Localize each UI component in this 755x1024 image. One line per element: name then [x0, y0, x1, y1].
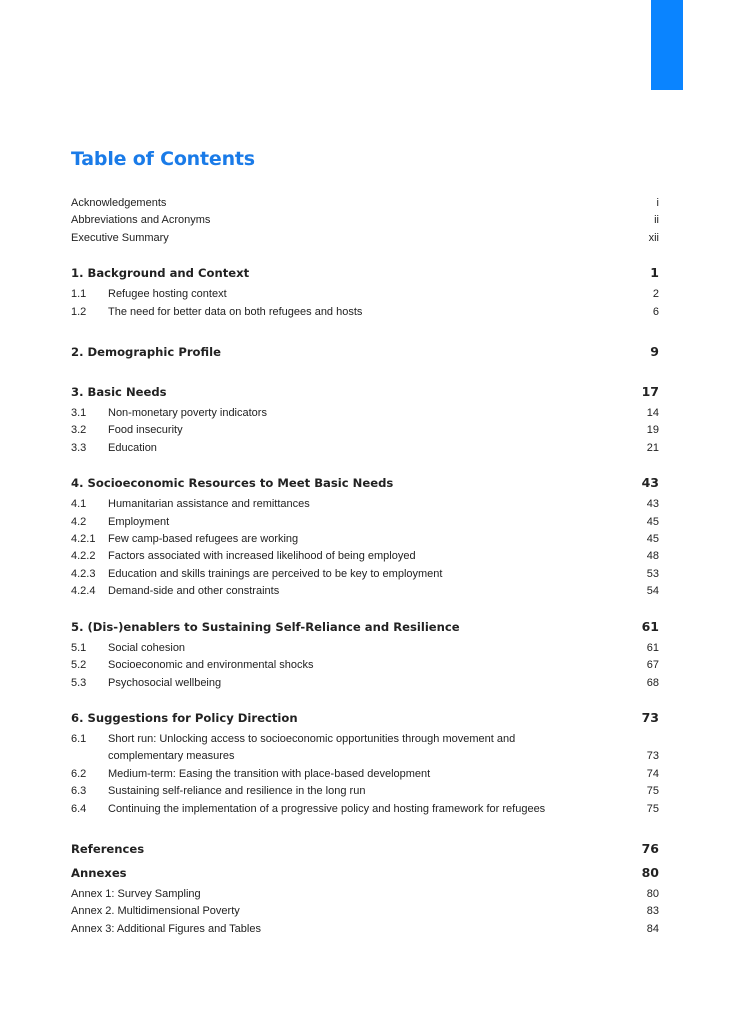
toc-entry[interactable]	[71, 675, 659, 692]
toc-entry-text: Annex 1: Survey Sampling	[71, 887, 201, 900]
toc-entry-text: Medium-term: Easing the transition with place-based development	[108, 767, 431, 780]
toc-section-6-heading[interactable]	[71, 709, 659, 727]
section-page: 17	[641, 384, 659, 400]
toc-entry-page: 61	[646, 641, 659, 654]
toc-entry-number: 6.2	[71, 767, 87, 780]
toc-entry-text: Psychosocial wellbeing	[108, 676, 222, 689]
section-title: 2. Demographic Profile	[71, 345, 221, 360]
section-page: 73	[641, 709, 659, 725]
toc-entry-page: 83	[646, 905, 659, 918]
toc-entry-page: ii	[654, 214, 659, 227]
toc-entry-number: 6.1	[71, 732, 87, 745]
toc-entry-text: Short run: Unlocking access to socioeconomic opportunities through movement and complementary measures	[108, 732, 516, 763]
toc-entry-text: Acknowledgements	[71, 197, 167, 209]
toc-entry[interactable]	[71, 514, 659, 531]
toc-entry-page: 68	[646, 676, 659, 689]
toc-entry-number: 3.2	[71, 424, 87, 437]
toc-entry-number: 4.1	[71, 498, 87, 511]
toc-entry-text: Annex 3: Additional Figures and Tables	[71, 922, 261, 935]
toc-entry[interactable]	[71, 531, 659, 548]
toc-section-3-heading[interactable]	[71, 383, 659, 401]
toc-entry-text: Factors associated with increased likelihood of being employed	[108, 550, 416, 563]
page-title: Table of Contents	[71, 148, 255, 170]
toc-entry-number: 4.2.1	[71, 533, 96, 546]
toc-entry-acknowledgements[interactable]	[71, 195, 659, 212]
toc-entry-text: Education and skills trainings are perceived to be key to employment	[108, 567, 443, 580]
section-title: Annexes	[71, 865, 127, 880]
toc-entry-number: 5.2	[71, 659, 87, 672]
section-title: 6. Suggestions for Policy Direction	[71, 710, 298, 725]
toc-entry-page: 2	[652, 288, 659, 301]
toc-entry[interactable]	[71, 548, 659, 565]
toc-entry-text: Executive Summary	[71, 231, 169, 244]
toc-entry[interactable]	[71, 801, 659, 818]
toc-entry-number: 6.4	[71, 802, 87, 815]
toc-entry[interactable]	[71, 766, 659, 783]
toc-entry-page: 75	[646, 802, 659, 815]
toc-entry-annex-2[interactable]	[71, 903, 659, 920]
toc-entry[interactable]	[71, 405, 659, 422]
section-page: 43	[641, 475, 659, 491]
toc-entry[interactable]	[71, 731, 659, 766]
toc-entry-page: 43	[646, 498, 659, 511]
toc-entry-page: i	[656, 197, 659, 209]
toc-entry-page: 73	[646, 750, 659, 763]
section-page: 1	[650, 265, 659, 281]
toc-entry-text: Socioeconomic and environmental shocks	[108, 659, 314, 672]
section-page: 76	[641, 840, 659, 856]
toc-entry[interactable]	[71, 583, 659, 600]
toc-references-heading[interactable]	[71, 840, 659, 858]
toc-entry-page: 6	[652, 305, 659, 318]
toc-entry-text: The need for better data on both refugees and hosts	[108, 305, 363, 318]
toc-section-2-heading[interactable]	[71, 343, 659, 361]
toc-entry-text: Few camp-based refugees are working	[108, 533, 299, 546]
toc-entry-page: 53	[646, 567, 659, 580]
section-page: 9	[650, 344, 659, 360]
toc-entry-page: 80	[646, 887, 659, 900]
toc-entry-page: 54	[646, 585, 659, 598]
section-title: 1. Background and Context	[71, 266, 250, 281]
section-page: 61	[641, 618, 659, 634]
toc-entry-executive-summary[interactable]	[71, 230, 659, 247]
table-of-contents	[71, 195, 659, 938]
toc-entry[interactable]	[71, 783, 659, 800]
toc-entry-number: 3.3	[71, 441, 87, 454]
toc-entry-page: 75	[646, 785, 659, 798]
toc-entry-text: Refugee hosting context	[108, 288, 227, 301]
toc-entry-text: Continuing the implementation of a progressive policy and hosting framework for refugees	[108, 802, 546, 815]
toc-entry-abbreviations[interactable]	[71, 212, 659, 229]
toc-entry-page: 19	[646, 424, 659, 437]
blue-corner-tab	[651, 0, 683, 90]
toc-entry[interactable]	[71, 286, 659, 303]
toc-entry-number: 4.2.2	[71, 550, 96, 563]
toc-entry[interactable]	[71, 640, 659, 657]
toc-entry-number: 3.1	[71, 407, 87, 420]
toc-entry-number: 4.2.4	[71, 585, 96, 598]
toc-entry-text: Demand-side and other constraints	[108, 585, 280, 598]
toc-entry-number: 1.1	[71, 288, 87, 301]
toc-entry-text: Non-monetary poverty indicators	[108, 407, 267, 420]
toc-section-1-heading[interactable]	[71, 264, 659, 282]
section-page: 80	[641, 864, 659, 880]
toc-entry[interactable]	[71, 566, 659, 583]
toc-entry[interactable]	[71, 496, 659, 513]
toc-entry-page: 45	[646, 533, 659, 546]
toc-entry-number: 4.2	[71, 515, 87, 528]
section-title: References	[71, 841, 145, 856]
toc-entry-annex-1[interactable]	[71, 886, 659, 903]
toc-entry-page: 74	[646, 767, 659, 780]
toc-entry-text: Food insecurity	[108, 424, 183, 437]
toc-entry[interactable]	[71, 422, 659, 439]
toc-entry[interactable]	[71, 440, 659, 457]
toc-entry-page: 21	[646, 441, 659, 454]
toc-entry-number: 4.2.3	[71, 567, 96, 580]
toc-annexes-heading[interactable]	[71, 864, 659, 882]
section-title: 4. Socioeconomic Resources to Meet Basic Needs	[71, 476, 394, 491]
toc-entry-page: 45	[646, 515, 659, 528]
toc-entry-text: Abbreviations and Acronyms	[71, 214, 211, 227]
toc-section-4-heading[interactable]	[71, 474, 659, 492]
toc-entry-text: Annex 2. Multidimensional Poverty	[71, 905, 240, 918]
toc-entry-number: 6.3	[71, 785, 87, 798]
toc-entry-text: Education	[108, 441, 157, 454]
toc-entry-page: 67	[646, 659, 659, 672]
toc-entry-text: Humanitarian assistance and remittances	[108, 498, 310, 511]
toc-entry-page: 48	[646, 550, 659, 563]
toc-entry-text: Employment	[108, 515, 170, 528]
toc-section-5-heading[interactable]	[71, 618, 659, 636]
toc-entry-text: Social cohesion	[108, 641, 186, 654]
toc-entry-number: 1.2	[71, 305, 87, 318]
toc-entry-text: Sustaining self-reliance and resilience in the long run	[108, 785, 366, 798]
toc-entry-annex-3[interactable]	[71, 921, 659, 938]
toc-entry-number: 5.3	[71, 676, 87, 689]
section-title: 5. (Dis-)enablers to Sustaining Self-Reliance and Resilience	[71, 619, 460, 634]
toc-entry-page: xii	[648, 231, 659, 244]
toc-entry[interactable]	[71, 304, 659, 321]
toc-entry-page: 14	[646, 407, 659, 420]
toc-entry-number: 5.1	[71, 641, 87, 654]
toc-entry[interactable]	[71, 657, 659, 674]
section-title: 3. Basic Needs	[71, 385, 167, 400]
toc-entry-page: 84	[646, 922, 659, 935]
